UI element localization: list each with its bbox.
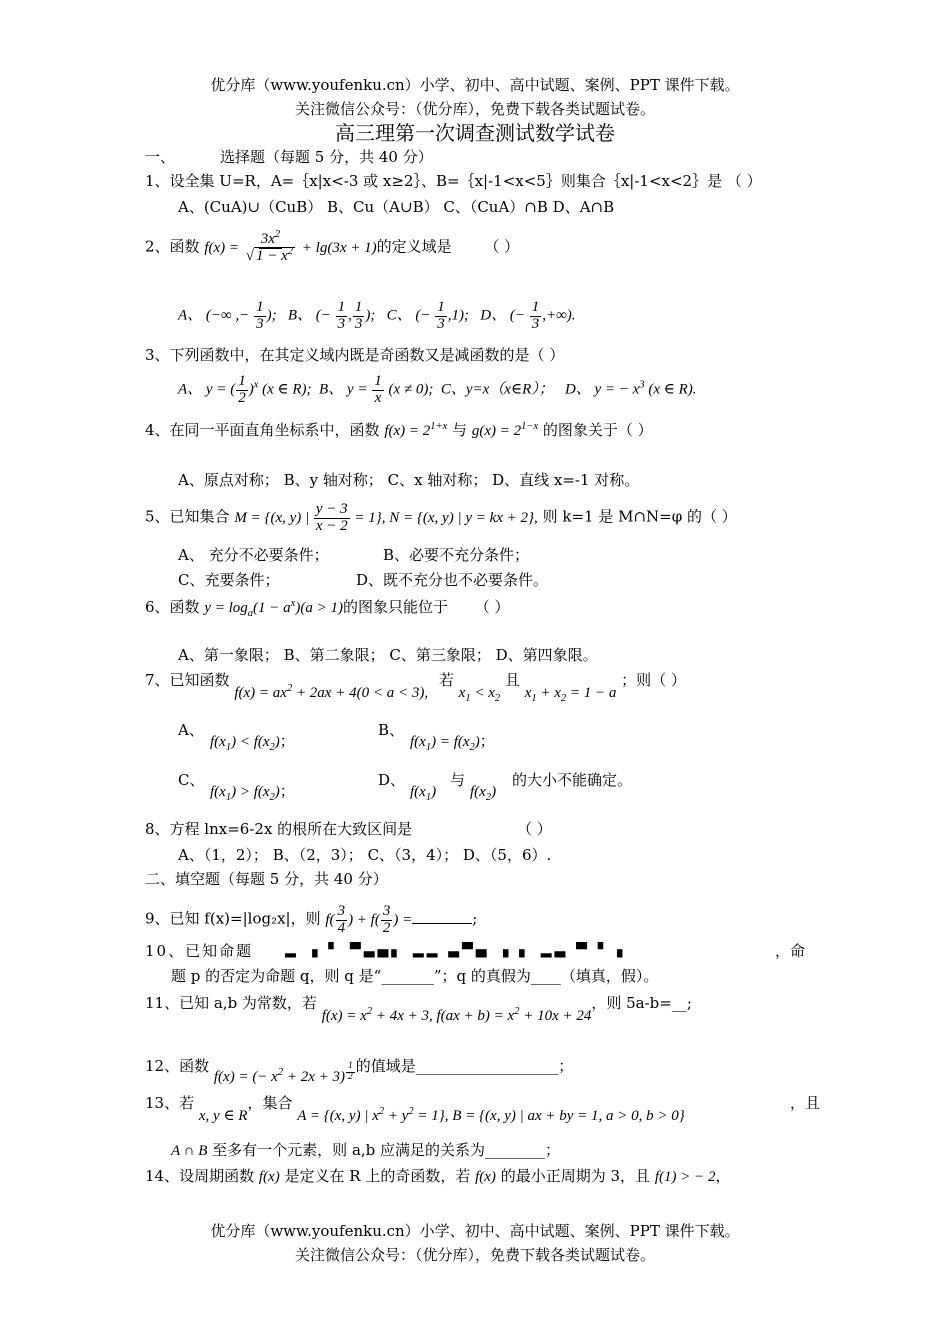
header-line-1: 优分库（www.youfenku.cn）小学、初中、高中试题、案例、PPT 课件下载。 <box>210 76 740 94</box>
question-8-paren: （ ） <box>517 820 552 838</box>
question-11: 11、已知 a,b 为常数，若 $f(x) = x^2 + 4x + 3$, $f(ax + b) = x^2 + 10x + 24$，则 5a-b=__; <box>145 994 692 1024</box>
question-7-option-c-formula: $f(x_1) > f(x_2)$； <box>210 784 295 803</box>
question-14: 14、设周期函数 f(x) 是定义在 R 上的奇函数，若 f(x) 的最小正周期为 3，且 f(1) > − 2， <box>145 1167 731 1185</box>
question-1: 1、设全集 U=R，A=｛x|x<-3 或 x≥2｝、B=｛x|-1<x<5｝则集合｛x|-1<x<2｝是 （ ） <box>145 172 762 190</box>
question-13-line-2: A ∩ B 至多有一个元素，则 a,b 应满足的关系为________； <box>171 1141 561 1159</box>
q10-garbled-formula: ▂ ▗ ▘ ▀▃▄▖ ▂▂ ▃▀▄ ▗ ▖ ▂▃ ▀ ▘▗ <box>285 942 626 958</box>
question-4-options: A、原点对称； B、y 轴对称； C、x 轴对称； D、直线 x=-1 对称。 <box>178 471 640 489</box>
question-6: 6、函数 $y = \log_a(1 - a^x)(a > 1)$的图象只能位于 （ ） <box>145 598 510 619</box>
section-1-heading: 一、 选择题（每题 5 分，共 40 分） <box>145 148 433 166</box>
page-title: 高三理第一次调查测试数学试卷 <box>335 121 615 145</box>
question-12: 12、函数 f(x) = (− $x^2 + 2x + 3$) $^{\frac{1}{2}}$ 的值域是___________________； <box>145 1056 574 1085</box>
question-10-line-2: 题 p 的否定为命题 q，则 q 是“_______”；q 的真假为____（填真，假）。 <box>171 967 659 985</box>
question-9: 9、已知 f(x)=|log₂x|，则 f( $\frac{3}{4}$ ) + f( $\frac{3}{2}$ ) = ; <box>145 903 478 936</box>
question-3-options: A、 y = ( $\frac{1}{2}$ )$^x$ (x ∈ R); B、 y = $\frac{1}{x}$ (x ≠ 0); C、y=x（x∈R）； D、 y = − $x^3$ (x ∈ R). <box>178 373 697 406</box>
question-7-option-b: B、 <box>378 721 405 739</box>
question-8-options: A、（1，2）； B、（2，3）； C、（3，4）； D、（5，6）. <box>178 846 552 864</box>
question-7-option-a-formula: $f(x_1) < f(x_2)$； <box>210 734 295 753</box>
question-13-suffix: ，且 <box>790 1094 821 1112</box>
question-5-option-d: D、既不充分也不必要条件。 <box>356 571 549 589</box>
question-8: 8、方程 lnx=6-2x 的根所在大致区间是 <box>145 820 413 838</box>
question-6-options: A、第一象限； B、第二象限； C、第三象限； D、第四象限。 <box>178 646 598 664</box>
question-7-option-c: C、 <box>178 771 205 789</box>
header-line-2: 关注微信公众号：（优分库），免费下载各类试题试卷。 <box>294 100 655 118</box>
question-13: 13、若 x, y ∈ R，集合 A = {(x, y) | $x^2 + y^2 = 1$}, B = {(x, y) | ax + by = 1, a > 0, b > 0} <box>145 1094 685 1124</box>
question-7-option-a: A、 <box>178 721 204 739</box>
question-3: 3、下列函数中，在其定义域内既是奇函数又是减函数的是（ ） <box>145 346 565 364</box>
question-5: 5、已知集合 M = {(x, y) | $\frac{y - 3}{x - 2}$ = 1}, N = {(x, y) | y = kx + 2}, 则 k=1 是 M∩N=φ 的（ ） <box>145 501 737 534</box>
section-2-heading: 二、填空题（每题 5 分，共 40 分） <box>145 870 388 888</box>
question-5-option-a: A、 充分不必要条件； <box>178 546 329 564</box>
question-5-option-b: B、必要不充分条件； <box>383 546 530 564</box>
question-7-option-b-formula: $f(x_1) = f(x_2)$； <box>410 734 495 753</box>
question-10: 10、已知命题 <box>145 942 254 960</box>
question-10-suffix: ，命 <box>775 942 806 960</box>
question-7: 7、已知函数 $f(x) = ax^2 + 2ax + 4(0 < a < 3)$, 若 $x_1 < x_2$ 且 $x_1 + x_2 = 1 - a$ ；则（ ） <box>145 671 686 704</box>
question-7-option-d-suffix: 的大小不能确定。 <box>512 771 633 789</box>
question-7-option-d-x1: $f(x_1)$ <box>410 784 437 803</box>
question-1-options: A、(CuA)∪（CuB） B、Cu（A∪B） C、（CuA）∩B D、A∩B <box>178 198 615 216</box>
question-2-options: A、 (−∞ ,− $\frac{1}{3}$ ); B、 (− $\frac{1}{3}$ , $\frac{1}{3}$ ); C、 (− $\frac{1}{3}$ ,1); D、 (− $\frac{1}{3}$ ,+∞). <box>178 299 576 332</box>
question-7-option-d-x2: $f(x_2)$ <box>470 784 497 803</box>
question-7-option-d-and: 与 <box>450 771 466 789</box>
question-2: 2、函数 f(x) = $\frac{3x^2}{√ 1 - x^2}$ + lg(3x + 1)的定义域是 （ ） <box>145 229 520 264</box>
q2-formula: f(x) = $\frac{3x^2}{√ 1 - x^2}$ + lg(3x + 1) <box>204 229 377 264</box>
question-4: 4、在同一平面直角坐标系中，函数 $f(x) = 2^{1+x}$ 与 $g(x) = 2^{1-x}$ 的图象关于（ ） <box>145 421 653 439</box>
footer-line-2: 关注微信公众号：（优分库），免费下载各类试题试卷。 <box>294 1246 655 1264</box>
question-5-option-c: C、充要条件； <box>178 571 280 589</box>
footer-line-1: 优分库（www.youfenku.cn）小学、初中、高中试题、案例、PPT 课件下载。 <box>210 1222 740 1240</box>
question-7-option-d: D、 <box>378 771 406 789</box>
